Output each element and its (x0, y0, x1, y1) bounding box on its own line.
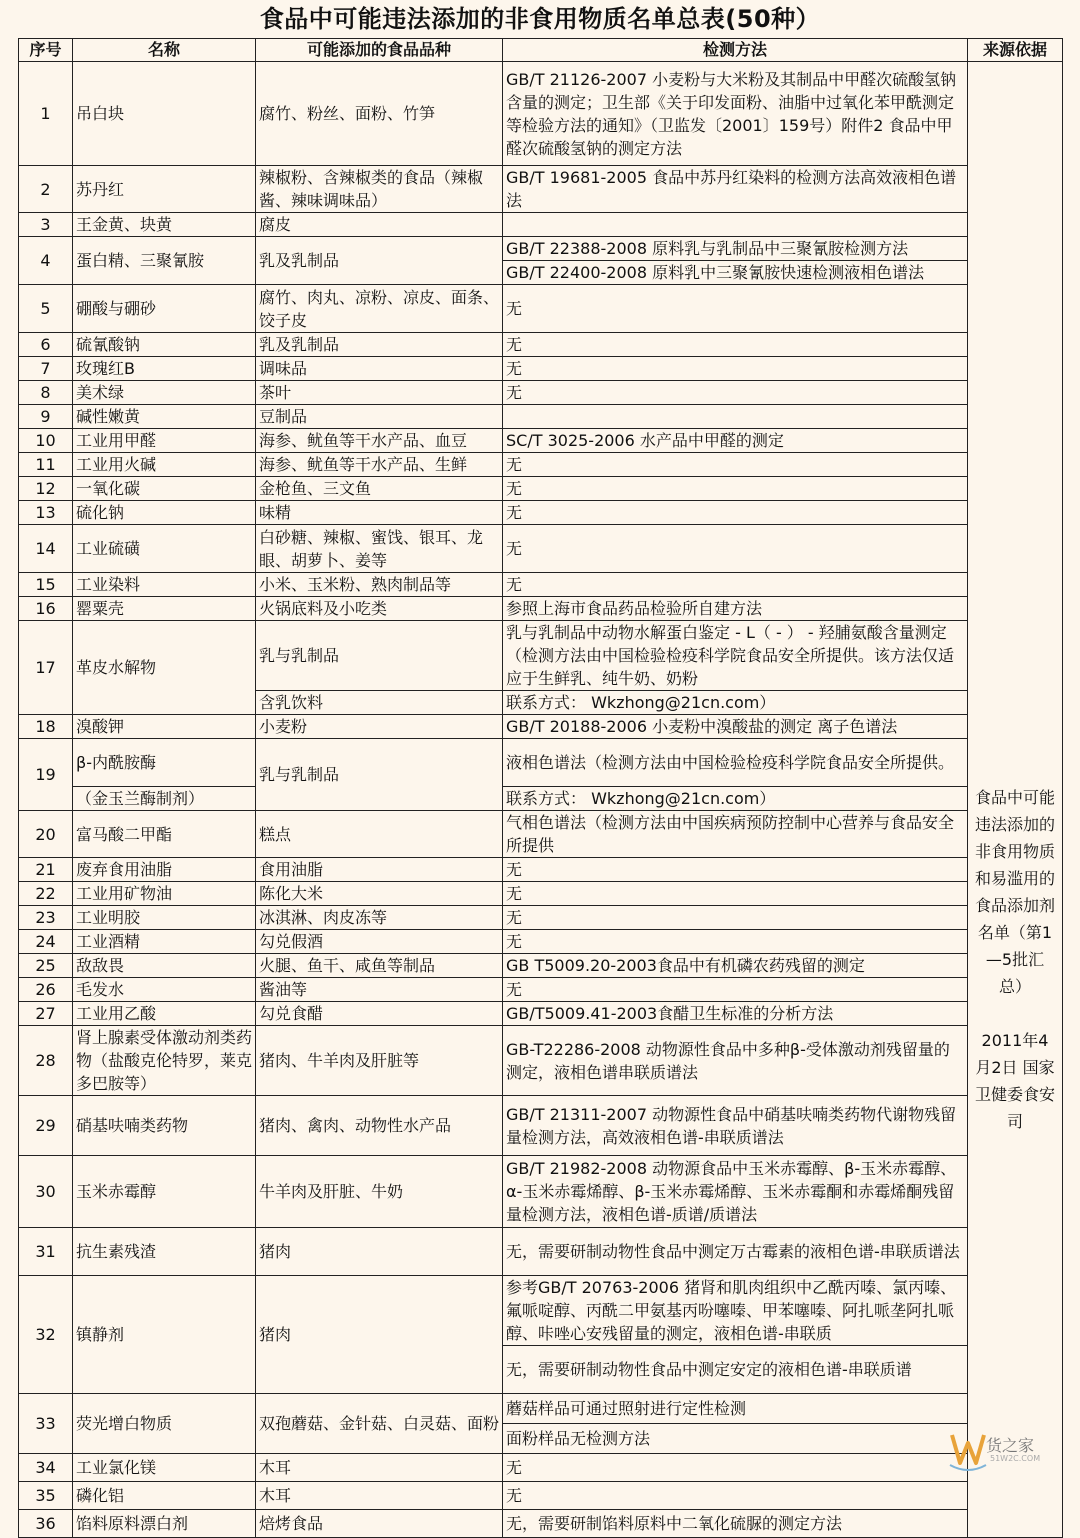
row-index: 20 (19, 811, 73, 858)
row-index: 31 (19, 1228, 73, 1276)
row-name: 废弃食用油脂 (73, 858, 256, 882)
row-method: 参考GB/T 20763-2006 猪肾和肌肉组织中乙酰丙嗪、氯丙嗪、氟哌啶醇、丙酰二甲氨基丙吩噻嗪、甲苯噻嗪、阿扎哌垄阿扎哌醇、咔唑心安残留量的测定，液相色谱-串联质 (503, 1276, 968, 1346)
row-foods: 乳与乳制品 (256, 739, 503, 811)
row-name: 工业用甲醛 (73, 429, 256, 453)
row-name: 玫瑰红B (73, 357, 256, 381)
row-method: 无 (503, 1482, 968, 1510)
row-name: 磷化铝 (73, 1482, 256, 1510)
row-method: 无 (503, 525, 968, 573)
row-index: 27 (19, 1002, 73, 1026)
table-row (19, 429, 1063, 453)
table-row (19, 381, 1063, 405)
table-row (19, 501, 1063, 525)
row-foods: 金枪鱼、三文鱼 (256, 477, 503, 501)
row-method (503, 213, 968, 237)
row-method: 无 (503, 501, 968, 525)
row-index: 10 (19, 429, 73, 453)
row-method: GB/T 19681-2005 食品中苏丹红染料的检测方法高效液相色谱法 (503, 166, 968, 213)
row-name: 富马酸二甲酯 (73, 811, 256, 858)
row-index: 15 (19, 573, 73, 597)
table-row (19, 597, 1063, 621)
page-title: 食品中可能违法添加的非食用物质名单总表(50种） (259, 5, 821, 33)
row-index: 32 (19, 1276, 73, 1394)
row-method: 蘑菇样品可通过照射进行定性检测 (503, 1394, 968, 1424)
row-index: 16 (19, 597, 73, 621)
row-foods: 木耳 (256, 1482, 503, 1510)
row-method: GB/T 21311-2007 动物源性食品中硝基呋喃类药物代谢物残留量检测方法，高效液相色谱-串联质谱法 (503, 1096, 968, 1156)
row-name: 工业硫磺 (73, 525, 256, 573)
row-foods: 小麦粉 (256, 715, 503, 739)
table-row (19, 1394, 1063, 1424)
row-foods: 木耳 (256, 1454, 503, 1482)
row-foods: 勾兑假酒 (256, 930, 503, 954)
table-row (19, 1096, 1063, 1156)
row-foods: 乳与乳制品 (256, 621, 503, 691)
row-foods: 猪肉 (256, 1276, 503, 1394)
row-name: 工业氯化镁 (73, 1454, 256, 1482)
row-method: 无 (503, 858, 968, 882)
substance-table (18, 38, 1063, 1538)
row-method: GB/T 22388-2008 原料乳与乳制品中三聚氰胺检测方法 (503, 237, 968, 261)
header-row (19, 39, 1063, 62)
table-row (19, 1454, 1063, 1482)
table-row (19, 213, 1063, 237)
row-foods: 腐竹、粉丝、面粉、竹笋 (256, 62, 503, 166)
row-index: 14 (19, 525, 73, 573)
row-name: 革皮水解物 (73, 621, 256, 715)
table-row (19, 1228, 1063, 1276)
row-method-sub: GB/T 22400-2008 原料乳中三聚氰胺快速检测液相色谱法 (503, 261, 968, 285)
row-foods: 冰淇淋、肉皮冻等 (256, 906, 503, 930)
row-method: 无 (503, 453, 968, 477)
row-method: 气相色谱法（检测方法由中国疾病预防控制中心营养与食品安全所提供 (503, 811, 968, 858)
row-method: 无 (503, 978, 968, 1002)
row-foods: 猪肉、禽肉、动物性水产品 (256, 1096, 503, 1156)
row-method: 无 (503, 477, 968, 501)
table-row (19, 573, 1063, 597)
header-name: 名称 (73, 39, 256, 62)
row-name: 工业用矿物油 (73, 882, 256, 906)
row-method: 无 (503, 285, 968, 333)
row-index: 30 (19, 1156, 73, 1228)
row-foods: 酱油等 (256, 978, 503, 1002)
row-name: 碱性嫩黄 (73, 405, 256, 429)
row-method (503, 405, 968, 429)
row-index: 13 (19, 501, 73, 525)
row-foods: 腐皮 (256, 213, 503, 237)
table-row (19, 1276, 1063, 1346)
table-row (19, 525, 1063, 573)
row-method: 无 (503, 573, 968, 597)
row-name: 荧光增白物质 (73, 1394, 256, 1454)
row-name: 溴酸钾 (73, 715, 256, 739)
row-foods: 猪肉、牛羊肉及肝脏等 (256, 1026, 503, 1096)
row-foods: 豆制品 (256, 405, 503, 429)
row-name: 工业酒精 (73, 930, 256, 954)
row-index: 19 (19, 739, 73, 811)
row-name: 美术绿 (73, 381, 256, 405)
row-method: 无 (503, 906, 968, 930)
table-row (19, 858, 1063, 882)
row-foods: 焙烤食品 (256, 1510, 503, 1538)
row-index: 25 (19, 954, 73, 978)
row-foods: 小米、玉米粉、熟肉制品等 (256, 573, 503, 597)
header-foods: 可能添加的食品品种 (256, 39, 503, 62)
table-row (19, 978, 1063, 1002)
row-method: 无，需要研制动物性食品中测定万古霉素的液相色谱-串联质谱法 (503, 1228, 968, 1276)
table-row (19, 405, 1063, 429)
row-index: 4 (19, 237, 73, 285)
row-index: 18 (19, 715, 73, 739)
row-foods: 火腿、鱼干、咸鱼等制品 (256, 954, 503, 978)
table-row (19, 811, 1063, 858)
watermark-text: 货之家 (986, 1436, 1035, 1455)
row-index: 29 (19, 1096, 73, 1156)
row-name: 硼酸与硼砂 (73, 285, 256, 333)
row-method: 乳与乳制品中动物水解蛋白鉴定 - L（ - ） - 羟脯氨酸含量测定（检测方法由中国检验检疫科学院食品安全所提供。该方法仅适应于生鲜乳、纯牛奶、奶粉 (503, 621, 968, 691)
row-foods: 食用油脂 (256, 858, 503, 882)
row-name: 王金黄、块黄 (73, 213, 256, 237)
row-foods: 乳及乳制品 (256, 237, 503, 285)
row-name: 罂粟壳 (73, 597, 256, 621)
table-row (19, 1156, 1063, 1228)
row-name: 硫氰酸钠 (73, 333, 256, 357)
row-name: 吊白块 (73, 62, 256, 166)
row-name-sub: （金玉兰酶制剂） (73, 787, 256, 811)
row-method: 无 (503, 1454, 968, 1482)
watermark-subtext: 51W2C.COM (990, 1454, 1041, 1463)
table-row (19, 1026, 1063, 1096)
table-row (19, 166, 1063, 213)
row-index: 34 (19, 1454, 73, 1482)
row-foods: 乳及乳制品 (256, 333, 503, 357)
row-index: 6 (19, 333, 73, 357)
row-method: GB T5009.20-2003食品中有机磷农药残留的测定 (503, 954, 968, 978)
table-row (19, 954, 1063, 978)
row-foods-sub: 含乳饮料 (256, 691, 503, 715)
row-foods: 茶叶 (256, 381, 503, 405)
row-method: 无 (503, 381, 968, 405)
row-index: 35 (19, 1482, 73, 1510)
row-name: 玉米赤霉醇 (73, 1156, 256, 1228)
row-method-sub: 无，需要研制动物性食品中测定安定的液相色谱-串联质谱 (503, 1346, 968, 1394)
table-row (19, 930, 1063, 954)
row-foods: 白砂糖、辣椒、蜜饯、银耳、龙眼、胡萝卜、姜等 (256, 525, 503, 573)
row-name: 工业用乙酸 (73, 1002, 256, 1026)
row-foods: 勾兑食醋 (256, 1002, 503, 1026)
row-name: 馅料原料漂白剂 (73, 1510, 256, 1538)
row-index: 36 (19, 1510, 73, 1538)
table-row (19, 739, 1063, 787)
header-source: 来源依据 (968, 39, 1063, 62)
row-foods: 猪肉 (256, 1228, 503, 1276)
row-method: 无 (503, 333, 968, 357)
row-method: SC/T 3025-2006 水产品中甲醛的测定 (503, 429, 968, 453)
row-index: 26 (19, 978, 73, 1002)
row-method: GB-T22286-2008 动物源性食品中多种β-受体激动剂残留量的测定，液相色谱串联质谱法 (503, 1026, 968, 1096)
row-foods: 调味品 (256, 357, 503, 381)
row-index: 28 (19, 1026, 73, 1096)
row-index: 3 (19, 213, 73, 237)
row-name: 敌敌畏 (73, 954, 256, 978)
source-basis: 食品中可能违法添加的非食用物质和易滥用的食品添加剂名单（第1—5批汇总） 2011年4月2日 国家卫健委食安司 (968, 62, 1063, 1538)
row-name: 毛发水 (73, 978, 256, 1002)
table-row (19, 285, 1063, 333)
row-method-sub: 面粉样品无检测方法 (503, 1424, 968, 1454)
row-method: GB/T 21126-2007 小麦粉与大米粉及其制品中甲醛次硫酸氢钠含量的测定；卫生部《关于印发面粉、油脂中过氧化苯甲酰测定等检验方法的通知》（卫监发〔2001〕159号）附件2 食品中甲醛次硫酸氢钠的测定方法 (503, 62, 968, 166)
row-index: 12 (19, 477, 73, 501)
row-method: 参照上海市食品药品检验所自建方法 (503, 597, 968, 621)
row-method: 无 (503, 357, 968, 381)
table-row (19, 1002, 1063, 1026)
row-index: 24 (19, 930, 73, 954)
row-foods: 辣椒粉、含辣椒类的食品（辣椒酱、辣味调味品） (256, 166, 503, 213)
row-name: 苏丹红 (73, 166, 256, 213)
row-foods: 味精 (256, 501, 503, 525)
row-index: 9 (19, 405, 73, 429)
table-row (19, 1482, 1063, 1510)
row-name: 抗生素残渣 (73, 1228, 256, 1276)
row-method: 无 (503, 882, 968, 906)
table-row (19, 906, 1063, 930)
row-foods: 糕点 (256, 811, 503, 858)
row-index: 21 (19, 858, 73, 882)
row-foods: 火锅底料及小吃类 (256, 597, 503, 621)
row-index: 2 (19, 166, 73, 213)
table-row (19, 357, 1063, 381)
watermark (946, 1421, 1066, 1477)
table-row (19, 715, 1063, 739)
row-method: 无，需要研制馅料原料中二氧化硫脲的测定方法 (503, 1510, 968, 1538)
row-index: 22 (19, 882, 73, 906)
row-method: GB/T 20188-2006 小麦粉中溴酸盐的测定 离子色谱法 (503, 715, 968, 739)
table-row-sub (19, 787, 1063, 811)
row-index: 8 (19, 381, 73, 405)
row-name: 硝基呋喃类药物 (73, 1096, 256, 1156)
row-index: 7 (19, 357, 73, 381)
table-row (19, 1510, 1063, 1538)
row-method: 无 (503, 930, 968, 954)
row-method-sub: 联系方式： Wkzhong@21cn.com） (503, 787, 968, 811)
row-method: 液相色谱法（检测方法由中国检验检疫科学院食品安全所提供。 (503, 739, 968, 787)
row-foods: 双孢蘑菇、金针菇、白灵菇、面粉 (256, 1394, 503, 1454)
row-foods: 陈化大米 (256, 882, 503, 906)
row-index: 33 (19, 1394, 73, 1454)
row-method: GB/T 21982-2008 动物源食品中玉米赤霉醇、β-玉米赤霉醇、α-玉米赤霉烯醇、β-玉米赤霉烯醇、玉米赤霉酮和赤霉烯酮残留量检测方法，液相色谱-质谱/质谱法 (503, 1156, 968, 1228)
header-index: 序号 (19, 39, 73, 62)
table-row (19, 882, 1063, 906)
row-name: β-内酰胺酶 (73, 739, 256, 787)
table-row (19, 621, 1063, 691)
row-name: 工业染料 (73, 573, 256, 597)
w-logo-icon (946, 1425, 990, 1473)
table-row (19, 237, 1063, 261)
row-index: 23 (19, 906, 73, 930)
table-row (19, 477, 1063, 501)
table-row (19, 333, 1063, 357)
row-method-sub: 联系方式： Wkzhong@21cn.com） (503, 691, 968, 715)
row-name: 肾上腺素受体激动剂类药物（盐酸克伦特罗，莱克多巴胺等） (73, 1026, 256, 1096)
row-index: 5 (19, 285, 73, 333)
header-method: 检测方法 (503, 39, 968, 62)
row-name: 硫化钠 (73, 501, 256, 525)
row-name: 蛋白精、三聚氰胺 (73, 237, 256, 285)
row-foods: 腐竹、肉丸、凉粉、凉皮、面条、饺子皮 (256, 285, 503, 333)
row-index: 17 (19, 621, 73, 715)
row-method: GB/T5009.41-2003食醋卫生标准的分析方法 (503, 1002, 968, 1026)
table-row (19, 453, 1063, 477)
row-index: 1 (19, 62, 73, 166)
row-name: 工业明胶 (73, 906, 256, 930)
table-body (19, 62, 1063, 1538)
row-name: 工业用火碱 (73, 453, 256, 477)
table-row (19, 62, 1063, 166)
row-foods: 海参、鱿鱼等干水产品、血豆 (256, 429, 503, 453)
row-name: 镇静剂 (73, 1276, 256, 1394)
row-foods: 牛羊肉及肝脏、牛奶 (256, 1156, 503, 1228)
row-name: 一氧化碳 (73, 477, 256, 501)
row-index: 11 (19, 453, 73, 477)
row-foods: 海参、鱿鱼等干水产品、生鲜 (256, 453, 503, 477)
